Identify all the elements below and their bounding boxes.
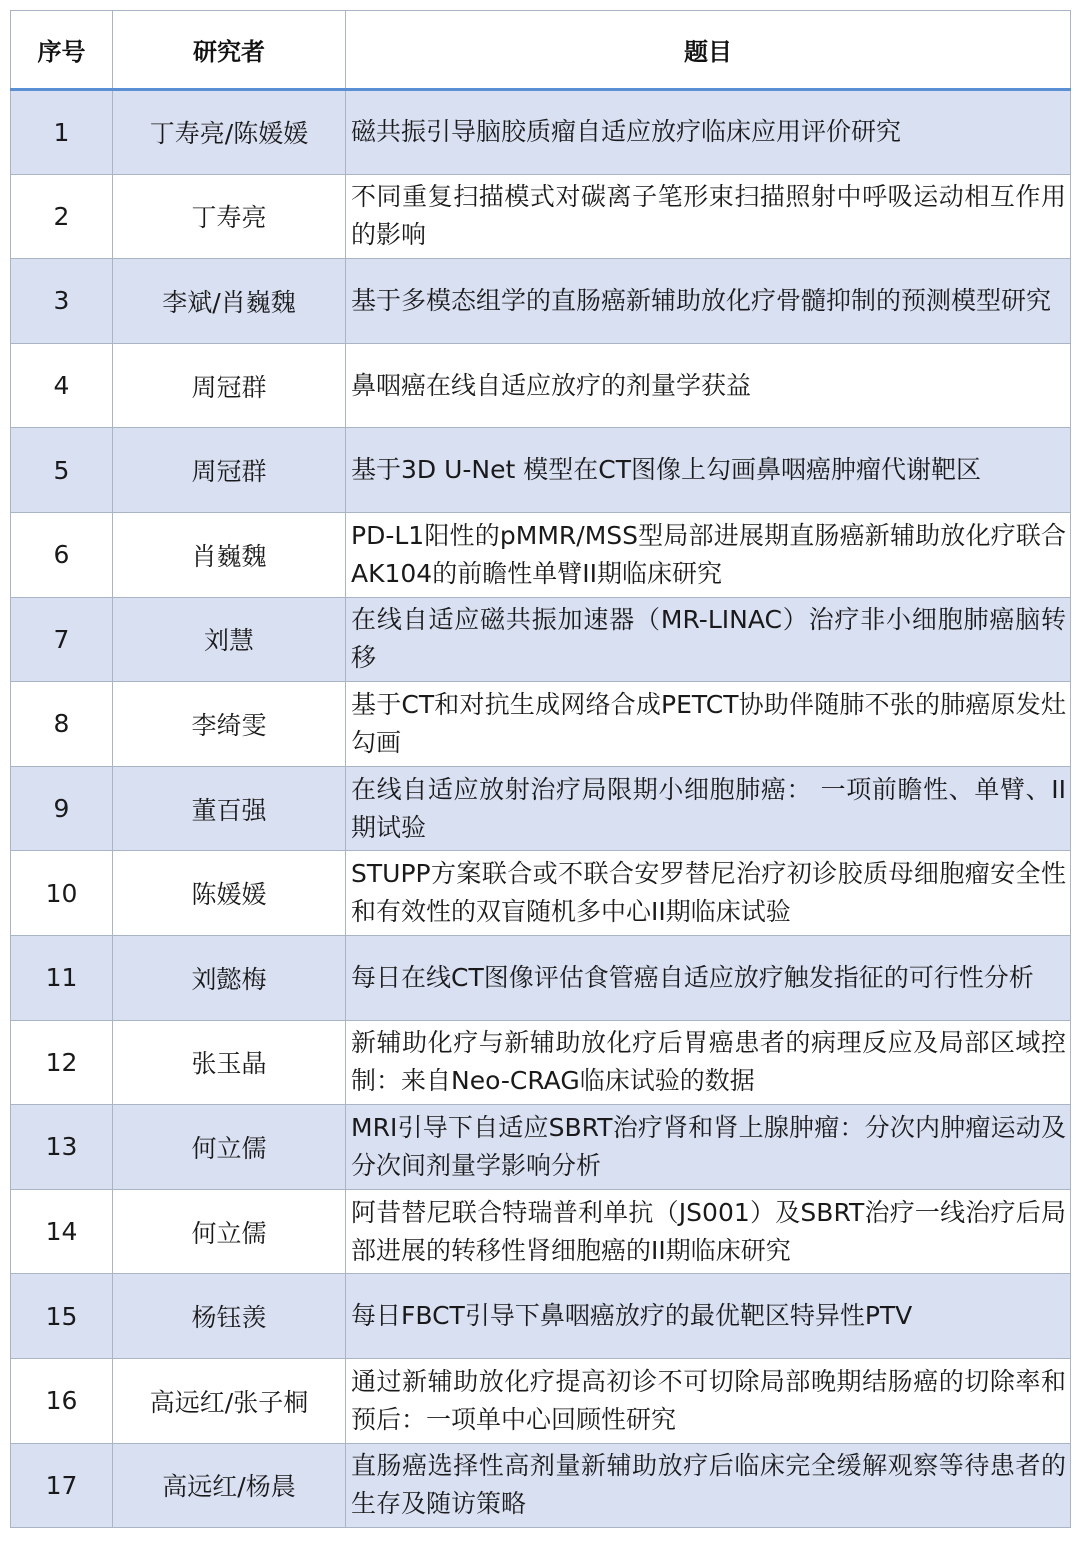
header-number: 序号 — [11, 11, 113, 90]
row-researcher: 丁寿亮/陈媛媛 — [113, 90, 346, 175]
header-topic: 题目 — [346, 11, 1071, 90]
table-row — [11, 512, 1071, 597]
row-topic: 基于CT和对抗生成网络合成PETCT协助伴随肺不张的肺癌原发灶勾画 — [346, 682, 1071, 767]
row-number: 15 — [11, 1274, 113, 1359]
row-number: 17 — [11, 1443, 113, 1528]
table-row — [11, 1358, 1071, 1443]
row-topic: 通过新辅助放化疗提高初诊不可切除局部晚期结肠癌的切除率和预后：一项单中心回顾性研究 — [346, 1358, 1071, 1443]
table-row — [11, 1020, 1071, 1105]
row-number: 14 — [11, 1189, 113, 1274]
row-topic: 阿昔替尼联合特瑞普利单抗（JS001）及SBRT治疗一线治疗后局部进展的转移性肾细胞癌的II期临床研究 — [346, 1189, 1071, 1274]
row-researcher: 杨钰羡 — [113, 1274, 346, 1359]
research-topics-table — [10, 10, 1071, 1528]
table-row — [11, 1274, 1071, 1359]
row-number: 7 — [11, 597, 113, 682]
table-body — [11, 90, 1071, 1528]
row-number: 16 — [11, 1358, 113, 1443]
row-researcher: 刘慧 — [113, 597, 346, 682]
row-topic: 新辅助化疗与新辅助放化疗后胃癌患者的病理反应及局部区域控制：来自Neo-CRAG临床试验的数据 — [346, 1020, 1071, 1105]
row-researcher: 何立儒 — [113, 1105, 346, 1190]
header-researcher: 研究者 — [113, 11, 346, 90]
row-researcher: 高远红/张子桐 — [113, 1358, 346, 1443]
table-row — [11, 597, 1071, 682]
row-number: 12 — [11, 1020, 113, 1105]
header-row — [11, 11, 1071, 90]
table-row — [11, 1443, 1071, 1528]
row-topic: 不同重复扫描模式对碳离子笔形束扫描照射中呼吸运动相互作用的影响 — [346, 174, 1071, 259]
table-row — [11, 851, 1071, 936]
table-row — [11, 1105, 1071, 1190]
row-topic: STUPP方案联合或不联合安罗替尼治疗初诊胶质母细胞瘤安全性和有效性的双盲随机多中心II期临床试验 — [346, 851, 1071, 936]
row-topic: 基于多模态组学的直肠癌新辅助放化疗骨髓抑制的预测模型研究 — [346, 259, 1071, 344]
row-researcher: 周冠群 — [113, 428, 346, 513]
row-researcher: 高远红/杨晨 — [113, 1443, 346, 1528]
row-topic: 直肠癌选择性高剂量新辅助放疗后临床完全缓解观察等待患者的生存及随访策略 — [346, 1443, 1071, 1528]
row-topic: PD-L1阳性的pMMR/MSS型局部进展期直肠癌新辅助放化疗联合AK104的前瞻性单臂II期临床研究 — [346, 512, 1071, 597]
table-row — [11, 90, 1071, 175]
row-topic: 磁共振引导脑胶质瘤自适应放疗临床应用评价研究 — [346, 90, 1071, 175]
table-row — [11, 682, 1071, 767]
row-number: 11 — [11, 935, 113, 1020]
row-topic: MRI引导下自适应SBRT治疗肾和肾上腺肿瘤：分次内肿瘤运动及分次间剂量学影响分析 — [346, 1105, 1071, 1190]
row-number: 5 — [11, 428, 113, 513]
table-header — [11, 11, 1071, 90]
row-topic: 在线自适应放射治疗局限期小细胞肺癌： 一项前瞻性、单臂、II期试验 — [346, 766, 1071, 851]
row-topic: 鼻咽癌在线自适应放疗的剂量学获益 — [346, 343, 1071, 428]
row-number: 6 — [11, 512, 113, 597]
research-table-container — [10, 10, 1070, 1528]
row-topic: 在线自适应磁共振加速器（MR-LINAC）治疗非小细胞肺癌脑转移 — [346, 597, 1071, 682]
table-row — [11, 1189, 1071, 1274]
row-topic: 每日FBCT引导下鼻咽癌放疗的最优靶区特异性PTV — [346, 1274, 1071, 1359]
table-row — [11, 174, 1071, 259]
row-topic: 每日在线CT图像评估食管癌自适应放疗触发指征的可行性分析 — [346, 935, 1071, 1020]
table-row — [11, 766, 1071, 851]
row-number: 8 — [11, 682, 113, 767]
row-number: 9 — [11, 766, 113, 851]
row-researcher: 刘懿梅 — [113, 935, 346, 1020]
row-researcher: 李斌/肖巍魏 — [113, 259, 346, 344]
row-researcher: 李绮雯 — [113, 682, 346, 767]
row-researcher: 董百强 — [113, 766, 346, 851]
row-researcher: 张玉晶 — [113, 1020, 346, 1105]
row-researcher: 丁寿亮 — [113, 174, 346, 259]
row-number: 3 — [11, 259, 113, 344]
row-number: 2 — [11, 174, 113, 259]
row-number: 1 — [11, 90, 113, 175]
row-topic: 基于3D U-Net 模型在CT图像上勾画鼻咽癌肿瘤代谢靶区 — [346, 428, 1071, 513]
table-row — [11, 428, 1071, 513]
row-number: 10 — [11, 851, 113, 936]
row-number: 13 — [11, 1105, 113, 1190]
row-researcher: 陈媛媛 — [113, 851, 346, 936]
row-researcher: 肖巍魏 — [113, 512, 346, 597]
row-researcher: 何立儒 — [113, 1189, 346, 1274]
row-number: 4 — [11, 343, 113, 428]
table-row — [11, 343, 1071, 428]
row-researcher: 周冠群 — [113, 343, 346, 428]
table-row — [11, 935, 1071, 1020]
table-row — [11, 259, 1071, 344]
